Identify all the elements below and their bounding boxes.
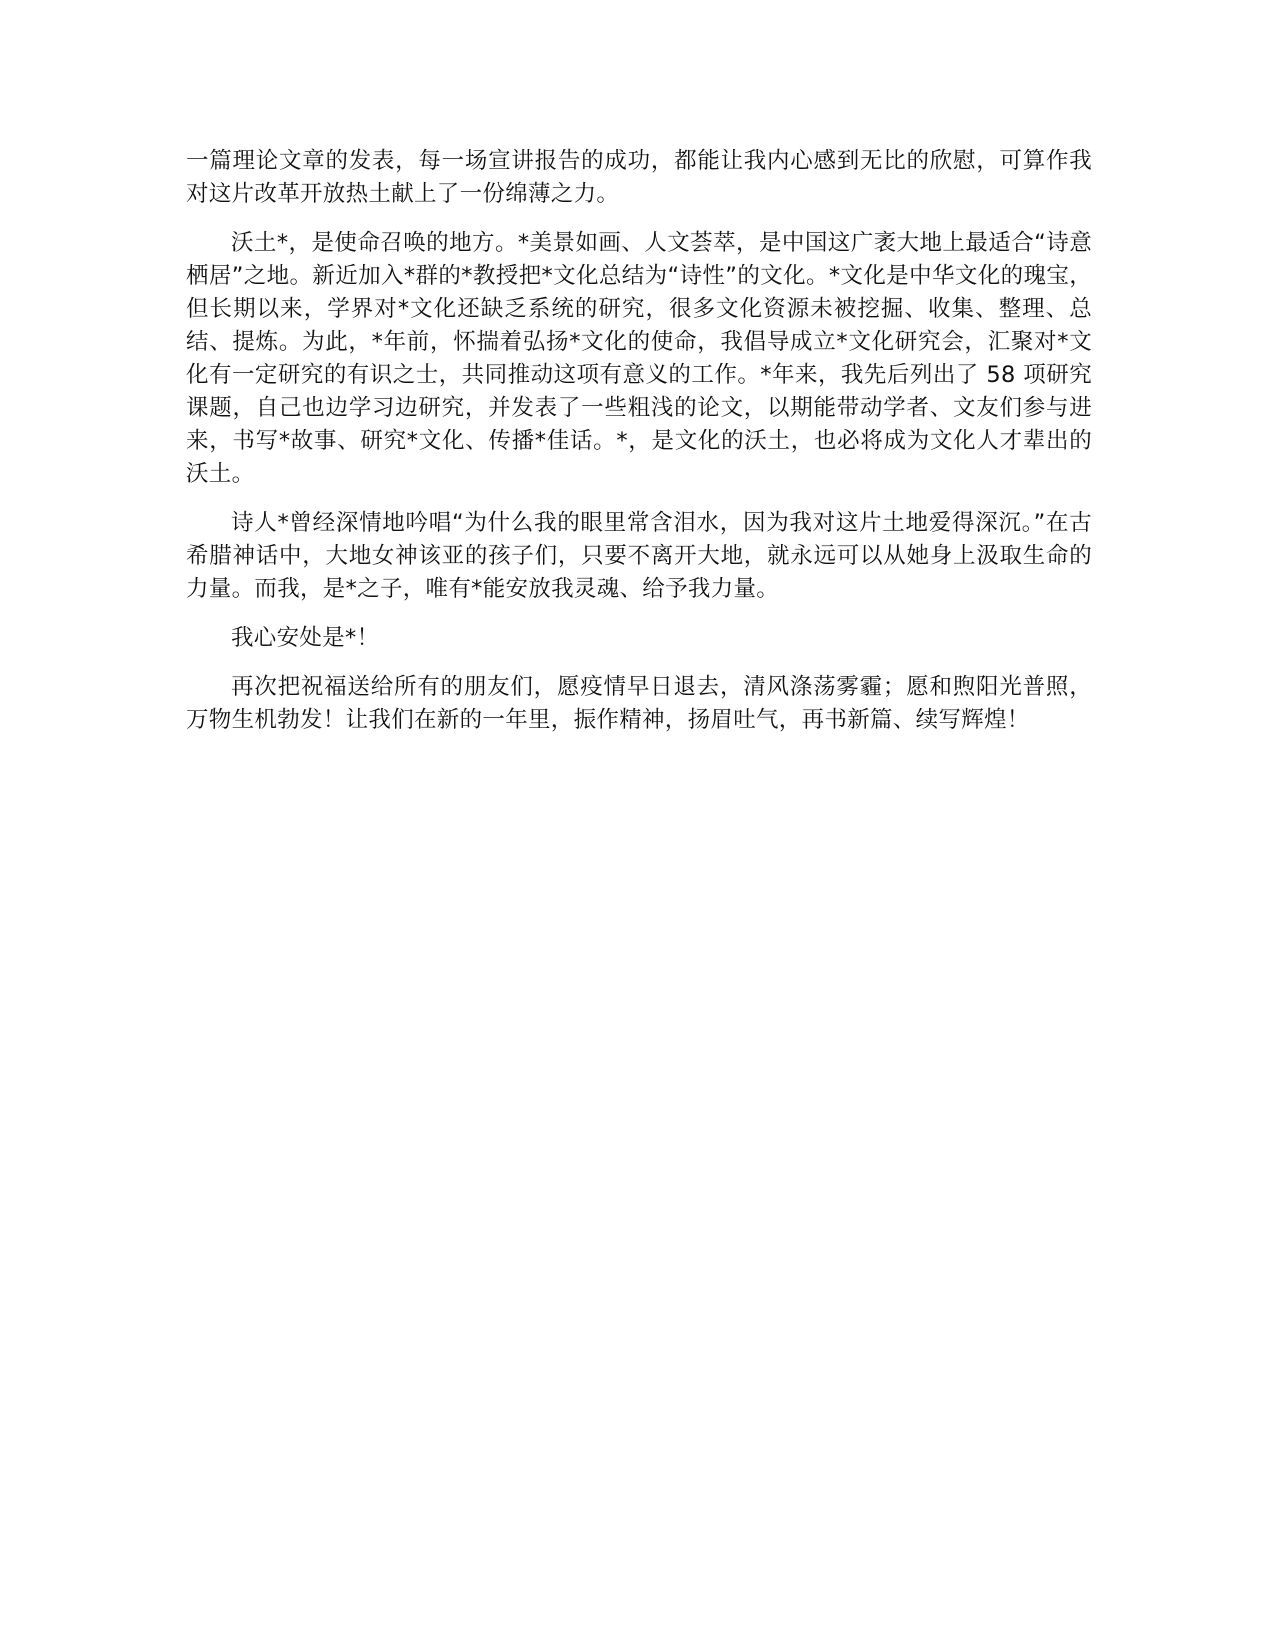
paragraph-1: 一篇理论文章的发表，每一场宣讲报告的成功，都能让我内心感到无比的欣慰，可算作我对这片改革开放热土献上了一份绵薄之力。 (186, 148, 1092, 207)
paragraph-2: 沃土*，是使命召唤的地方。*美景如画、人文荟萃，是中国这广袤大地上最适合“诗意栖居”之地。新近加入*群的*教授把*文化总结为“诗性”的文化。*文化是中华文化的瑰宝，但长期以来，学界对*文化还缺乏系统的研究，很多文化资源未被挖掘、收集、整理、总结、提炼。为此，*年前，怀揣着弘扬*文化的使命，我倡导成立*文化研究会，汇聚对*文化有一定研究的有识之士，共同推动这项有意义的工作。*年来，我先后列出了 58 项研究课题，自己也边学习边研究，并发表了一些粗浅的论文，以期能带动学者、文友们参与进来，书写*故事、研究*文化、传播*佳话。*，是文化的沃土，也必将成为文化人才辈出的沃土。 (186, 230, 1092, 487)
paragraph-3: 诗人*曾经深情地吟唱“为什么我的眼里常含泪水，因为我对这片土地爱得深沉。”在古希腊神话中，大地女神该亚的孩子们，只要不离开大地，就永远可以从她身上汲取生命的力量。而我，是*之子，唯有*能安放我灵魂、给予我力量。 (186, 510, 1092, 602)
paragraph-5: 再次把祝福送给所有的朋友们，愿疫情早日退去，清风涤荡雾霾；愿和煦阳光普照，万物生机勃发！让我们在新的一年里，振作精神，扬眉吐气，再书新篇、续写辉煌！ (186, 674, 1092, 733)
paragraph-4: 我心安处是*！ (231, 625, 380, 651)
document-body (186, 145, 1092, 753)
